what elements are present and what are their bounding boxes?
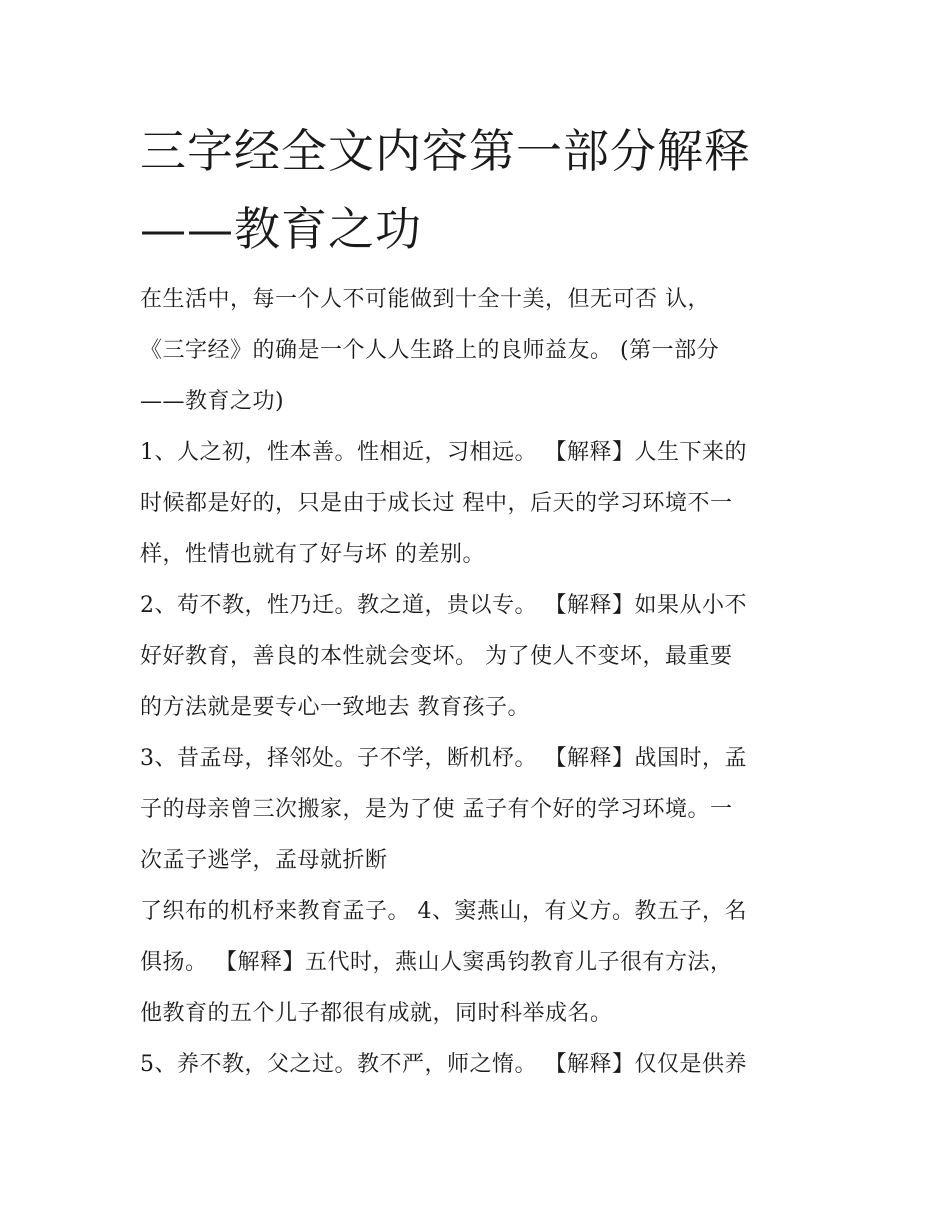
body-line: 2、苟不教，性乃迁。教之道，贵以专。 【解释】如果从小不 <box>140 593 747 618</box>
body-line: 次孟子逃学，孟母就折断 <box>140 848 388 873</box>
body-line: 好好教育，善良的本性就会变坏。 为了使人不变坏，最重要 <box>140 644 733 669</box>
body-line: 了织布的机杼来教育孟子。 4、窦燕山，有义方。教五子，名 <box>140 899 747 924</box>
document-body <box>140 274 820 1090</box>
body-line: 在生活中，每一个人不可能做到十全十美，但无可否 认， <box>140 287 710 312</box>
title-line-2: ——教育之功 <box>140 202 422 256</box>
body-line: 3、昔孟母，择邻处。子不学，断机杼。 【解释】战国时，孟 <box>140 746 747 771</box>
body-line: 的方法就是要专心一致地去 教育孩子。 <box>140 695 530 720</box>
body-line: 他教育的五个儿子都很有成就，同时科举成名。 <box>140 1001 613 1026</box>
body-line: ——教育之功) <box>140 389 285 414</box>
body-line: 5、养不教，父之过。教不严，师之惰。 【解释】仅仅是供养 <box>140 1052 747 1077</box>
body-line: 俱扬。 【解释】五代时，燕山人窦禹钧教育儿子很有方法， <box>140 950 733 975</box>
body-line: 子的母亲曾三次搬家，是为了使 孟子有个好的学习环境。一 <box>140 797 733 822</box>
body-line: 《三字经》的确是一个人人生路上的良师益友。 (第一部分 <box>140 338 720 363</box>
document-title <box>140 112 840 268</box>
body-line: 时候都是好的，只是由于成长过 程中，后天的学习环境不一 <box>140 491 733 516</box>
body-line: 样，性情也就有了好与坏 的差别。 <box>140 542 485 567</box>
title-line-1: 三字经全文内容第一部分解释 <box>140 124 751 178</box>
body-line: 1、人之初，性本善。性相近，习相远。 【解释】人生下来的 <box>140 440 747 465</box>
